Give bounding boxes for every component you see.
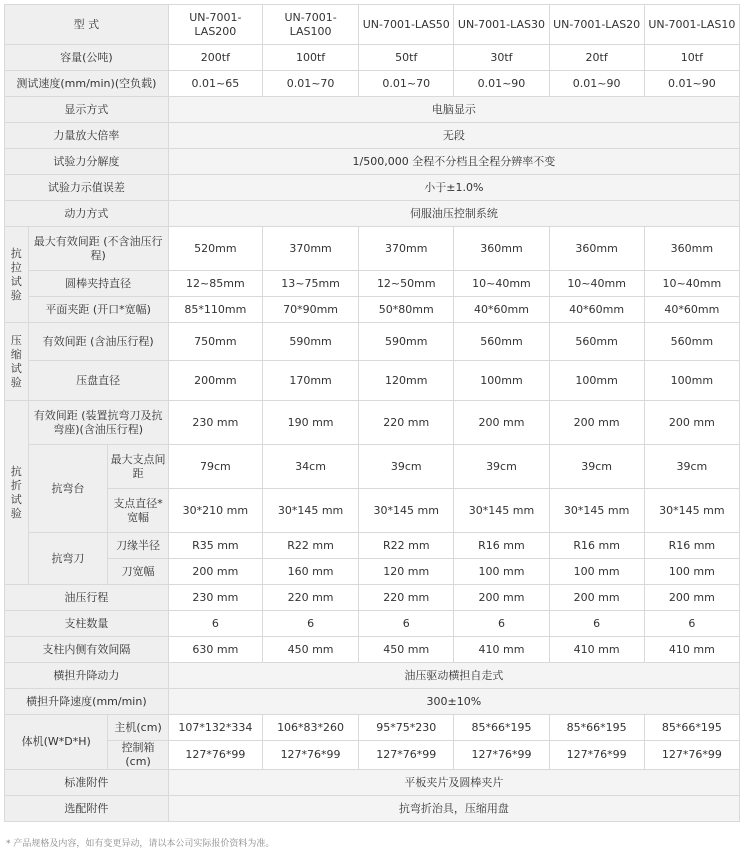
- model-header: UN-7001-LAS200: [168, 5, 262, 45]
- cell: 370mm: [359, 227, 454, 271]
- cell: 200 mm: [644, 585, 739, 611]
- compression-group-label: 压缩试验: [5, 323, 29, 401]
- cell: 50*80mm: [359, 297, 454, 323]
- stroke-row: [5, 585, 740, 611]
- cell: 6: [549, 611, 644, 637]
- cell: 120mm: [359, 361, 454, 401]
- cell: 0.01~70: [262, 71, 358, 97]
- wide-cell: 油压驱动横担自走式: [168, 663, 739, 689]
- cell: 127*76*99: [549, 741, 644, 770]
- cell: 160 mm: [262, 559, 358, 585]
- row-label: 主机(cm): [108, 715, 168, 741]
- cell: 127*76*99: [262, 741, 358, 770]
- row-label: 最大支点间距: [108, 445, 168, 489]
- cell: 370mm: [262, 227, 358, 271]
- row-label: 动力方式: [5, 201, 169, 227]
- bending-group-label: 抗折试验: [5, 401, 29, 585]
- cell: 200 mm: [549, 585, 644, 611]
- standard-accessories-row: [5, 770, 740, 796]
- cell: 95*75*230: [359, 715, 454, 741]
- bending-distance-row: [5, 401, 740, 445]
- bending-table-label: 抗弯台: [28, 445, 108, 533]
- model-header: UN-7001-LAS30: [454, 5, 549, 45]
- cell: 12~50mm: [359, 271, 454, 297]
- row-label: 测试速度(mm/min)(空负载): [5, 71, 169, 97]
- cell: 200 mm: [454, 585, 549, 611]
- cell: 13~75mm: [262, 271, 358, 297]
- cell: 220 mm: [262, 585, 358, 611]
- cell: 6: [454, 611, 549, 637]
- wide-cell: 无段: [168, 123, 739, 149]
- cell: 0.01~90: [549, 71, 644, 97]
- cell: 360mm: [549, 227, 644, 271]
- display-row: [5, 97, 740, 123]
- row-label: 刀宽幅: [108, 559, 168, 585]
- support-dim-row: [5, 489, 740, 533]
- cell: 630 mm: [168, 637, 262, 663]
- support-span-row: [5, 445, 740, 489]
- header-row: [5, 5, 740, 45]
- cell: 10~40mm: [454, 271, 549, 297]
- dimensions-label: 体机(W*D*H): [5, 715, 108, 770]
- cell: 39cm: [359, 445, 454, 489]
- wide-cell: 1/500,000 全程不分档且全程分辨率不变: [168, 149, 739, 175]
- cell: 20tf: [549, 45, 644, 71]
- cell: R22 mm: [262, 533, 358, 559]
- cell: 220 mm: [359, 401, 454, 445]
- cell: 50tf: [359, 45, 454, 71]
- wide-cell: 电脑显示: [168, 97, 739, 123]
- cell: 6: [262, 611, 358, 637]
- cell: 100tf: [262, 45, 358, 71]
- cell: 200 mm: [454, 401, 549, 445]
- row-label: 刀缘半径: [108, 533, 168, 559]
- wide-cell: 小于±1.0%: [168, 175, 739, 201]
- cell: 0.01~65: [168, 71, 262, 97]
- tensile-group-label: 抗拉试验: [5, 227, 29, 323]
- wide-cell: 300±10%: [168, 689, 739, 715]
- cell: 450 mm: [262, 637, 358, 663]
- power-row: [5, 201, 740, 227]
- cell: 107*132*334: [168, 715, 262, 741]
- tensile-distance-row: [5, 227, 740, 271]
- row-label: 压盘直径: [28, 361, 168, 401]
- edge-radius-row: [5, 533, 740, 559]
- cell: 30*210 mm: [168, 489, 262, 533]
- header-label: 型 式: [5, 5, 169, 45]
- cell: 30*145 mm: [549, 489, 644, 533]
- platen-row: [5, 361, 740, 401]
- cell: 220 mm: [359, 585, 454, 611]
- cell: 85*66*195: [454, 715, 549, 741]
- spec-table: [4, 4, 740, 822]
- knife-width-row: [5, 559, 740, 585]
- cell: 30*145 mm: [262, 489, 358, 533]
- cell: 6: [644, 611, 739, 637]
- cell: R16 mm: [644, 533, 739, 559]
- cell: 6: [168, 611, 262, 637]
- optional-accessories-row: [5, 796, 740, 822]
- cell: 560mm: [549, 323, 644, 361]
- cell: 12~85mm: [168, 271, 262, 297]
- model-header: UN-7001-LAS50: [359, 5, 454, 45]
- row-label: 最大有效间距 (不含油压行程): [28, 227, 168, 271]
- cell: 100mm: [644, 361, 739, 401]
- cell: 750mm: [168, 323, 262, 361]
- crosshead-power-row: [5, 663, 740, 689]
- cabinet-dim-row: [5, 741, 740, 770]
- resolution-row: [5, 149, 740, 175]
- cell: 39cm: [644, 445, 739, 489]
- row-label: 横担升降速度(mm/min): [5, 689, 169, 715]
- cell: 410 mm: [549, 637, 644, 663]
- cell: 560mm: [644, 323, 739, 361]
- cell: 10~40mm: [549, 271, 644, 297]
- main-dim-row: [5, 715, 740, 741]
- cell: 30*145 mm: [644, 489, 739, 533]
- row-label: 支点直径*宽幅: [108, 489, 168, 533]
- cell: 200mm: [168, 361, 262, 401]
- cell: 200tf: [168, 45, 262, 71]
- cell: 560mm: [454, 323, 549, 361]
- cell: 0.01~90: [644, 71, 739, 97]
- cell: 200 mm: [168, 559, 262, 585]
- row-label: 圆棒夹持直径: [28, 271, 168, 297]
- cell: 200 mm: [549, 401, 644, 445]
- row-label: 控制箱(cm): [108, 741, 168, 770]
- columns-row: [5, 611, 740, 637]
- cell: 79cm: [168, 445, 262, 489]
- cell: 40*60mm: [549, 297, 644, 323]
- model-header: UN-7001-LAS20: [549, 5, 644, 45]
- cell: 100 mm: [549, 559, 644, 585]
- flat-grip-row: [5, 297, 740, 323]
- cell: 230 mm: [168, 585, 262, 611]
- cell: 100 mm: [644, 559, 739, 585]
- cell: 100mm: [454, 361, 549, 401]
- cell: 127*76*99: [168, 741, 262, 770]
- round-grip-row: [5, 271, 740, 297]
- cell: 170mm: [262, 361, 358, 401]
- cell: 40*60mm: [454, 297, 549, 323]
- cell: 100 mm: [454, 559, 549, 585]
- row-label: 试验力示值误差: [5, 175, 169, 201]
- cell: 40*60mm: [644, 297, 739, 323]
- cell: R16 mm: [454, 533, 549, 559]
- cell: 360mm: [454, 227, 549, 271]
- cell: 85*66*195: [644, 715, 739, 741]
- cell: 127*76*99: [359, 741, 454, 770]
- cell: 100mm: [549, 361, 644, 401]
- cell: 450 mm: [359, 637, 454, 663]
- speed-row: [5, 71, 740, 97]
- row-label: 平面夹距 (开口*宽幅): [28, 297, 168, 323]
- row-label: 试验力分解度: [5, 149, 169, 175]
- row-label: 力量放大倍率: [5, 123, 169, 149]
- cell: 190 mm: [262, 401, 358, 445]
- cell: 127*76*99: [454, 741, 549, 770]
- cell: 10tf: [644, 45, 739, 71]
- cell: 410 mm: [644, 637, 739, 663]
- cell: 34cm: [262, 445, 358, 489]
- cell: 39cm: [549, 445, 644, 489]
- cell: R16 mm: [549, 533, 644, 559]
- capacity-row: [5, 45, 740, 71]
- cell: R22 mm: [359, 533, 454, 559]
- row-label: 选配附件: [5, 796, 169, 822]
- row-label: 有效间距 (含油压行程): [28, 323, 168, 361]
- cell: 0.01~70: [359, 71, 454, 97]
- row-label: 支柱内侧有效间隔: [5, 637, 169, 663]
- amplification-row: [5, 123, 740, 149]
- footnote: * 产品规格及内容，如有变更异动，请以本公司实际报价资料为准。: [6, 839, 275, 849]
- model-header: UN-7001-LAS10: [644, 5, 739, 45]
- cell: 10~40mm: [644, 271, 739, 297]
- cell: 30tf: [454, 45, 549, 71]
- cell: 360mm: [644, 227, 739, 271]
- row-label: 支柱数量: [5, 611, 169, 637]
- cell: 590mm: [262, 323, 358, 361]
- cell: 70*90mm: [262, 297, 358, 323]
- bending-knife-label: 抗弯刀: [28, 533, 108, 585]
- cell: 127*76*99: [644, 741, 739, 770]
- row-label: 容量(公吨): [5, 45, 169, 71]
- cell: 39cm: [454, 445, 549, 489]
- cell: 30*145 mm: [454, 489, 549, 533]
- cell: 85*66*195: [549, 715, 644, 741]
- crosshead-speed-row: [5, 689, 740, 715]
- wide-cell: 伺服油压控制系统: [168, 201, 739, 227]
- row-label: 标准附件: [5, 770, 169, 796]
- cell: 200 mm: [644, 401, 739, 445]
- cell: R35 mm: [168, 533, 262, 559]
- cell: 410 mm: [454, 637, 549, 663]
- row-label: 有效间距 (装置抗弯刀及抗弯座)(含油压行程): [28, 401, 168, 445]
- cell: 520mm: [168, 227, 262, 271]
- cell: 0.01~90: [454, 71, 549, 97]
- row-label: 显示方式: [5, 97, 169, 123]
- cell: 30*145 mm: [359, 489, 454, 533]
- model-header: UN-7001-LAS100: [262, 5, 358, 45]
- row-label: 油压行程: [5, 585, 169, 611]
- wide-cell: 抗弯折治具，压缩用盘: [168, 796, 739, 822]
- row-label: 横担升降动力: [5, 663, 169, 689]
- column-gap-row: [5, 637, 740, 663]
- compression-distance-row: [5, 323, 740, 361]
- cell: 590mm: [359, 323, 454, 361]
- error-row: [5, 175, 740, 201]
- cell: 85*110mm: [168, 297, 262, 323]
- cell: 106*83*260: [262, 715, 358, 741]
- cell: 230 mm: [168, 401, 262, 445]
- wide-cell: 平板夹片及圆棒夹片: [168, 770, 739, 796]
- cell: 120 mm: [359, 559, 454, 585]
- cell: 6: [359, 611, 454, 637]
